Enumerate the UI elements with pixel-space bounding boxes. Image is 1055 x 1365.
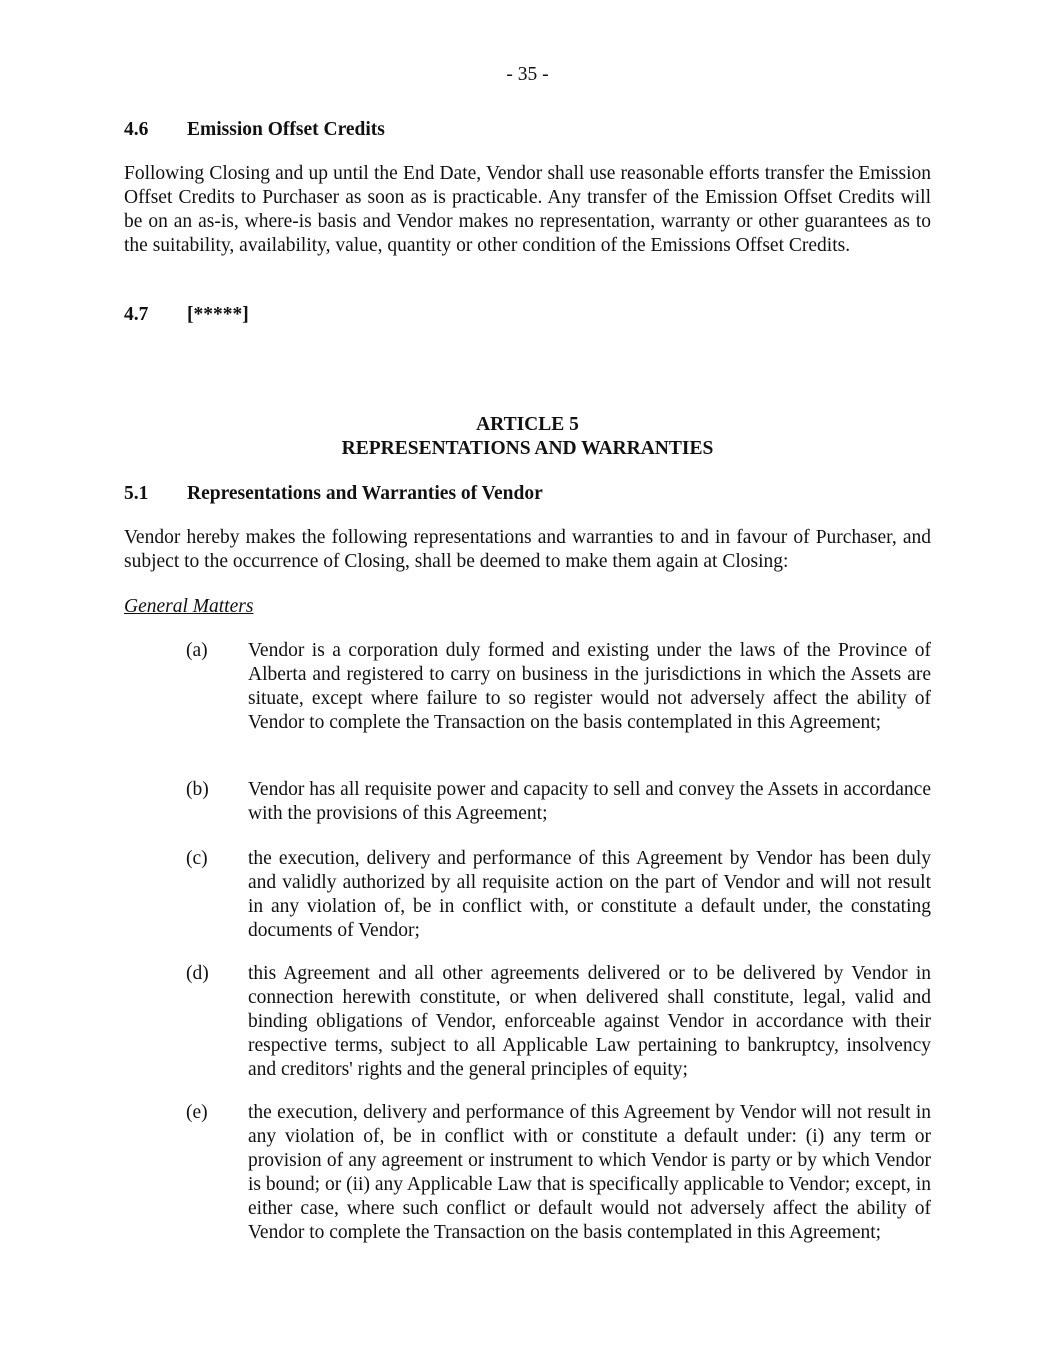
section-heading-5-1 xyxy=(124,482,543,506)
section-title: Emission Offset Credits xyxy=(187,119,385,140)
subheading-general-matters: General Matters xyxy=(124,596,254,617)
list-item xyxy=(186,1101,931,1245)
section-number: 5.1 xyxy=(124,483,149,504)
article-title: REPRESENTATIONS AND WARRANTIES xyxy=(341,438,714,459)
item-text: Vendor has all requisite power and capacity to sell and convey the Assets in accordance with the provisions of this Agreement; xyxy=(248,779,931,824)
page-number: - 35 - xyxy=(506,64,549,85)
item-text: the execution, delivery and performance of this Agreement by Vendor will not result in any violation of, be in conflict with or constitute a default under: (i) any term or provision of any agreement or instrument to which Vendor is party or by which Vendor is bound; or (ii) any Applicable Law that is specifically applicable to Vendor; except, in either case, where such conflict or default would not adversely affect the ability of Vendor to complete the Transaction on the basis contemplated in this Agreement; xyxy=(248,1102,931,1243)
list-item xyxy=(186,847,931,943)
section-title: [*****] xyxy=(187,304,249,325)
list-item xyxy=(186,778,931,826)
item-text: this Agreement and all other agreements delivered or to be delivered by Vendor in connection herewith constitute, or when delivered shall constitute, legal, valid and binding obligations of Vendor, enforceable against Vendor in accordance with their respective terms, subject to all Applicable Law pertaining to bankruptcy, insolvency and creditors' rights and the general principles of equity; xyxy=(248,963,931,1080)
list-item xyxy=(186,962,931,1082)
section-number: 4.6 xyxy=(124,119,149,140)
section-number: 4.7 xyxy=(124,304,149,325)
article-number: ARTICLE 5 xyxy=(476,414,579,435)
item-text: Vendor is a corporation duly formed and existing under the laws of the Province of Alberta and registered to carry on business in the jurisdictions in which the Assets are situate, except where failure to so register would not adversely affect the ability of Vendor to complete the Transaction on the basis contemplated in this Agreement; xyxy=(248,640,931,733)
section-title: Representations and Warranties of Vendor xyxy=(187,483,543,504)
item-label: (c) xyxy=(186,848,208,869)
item-label: (a) xyxy=(186,640,208,661)
section-4-6-body: Following Closing and up until the End Date, Vendor shall use reasonable efforts transfer the Emission Offset Credits to Purchaser as soon as is practicable. Any transfer of the Emission Offset Credits will be on an as-is, where-is basis and Vendor makes no representation, warranty or other guarantees as to the suitability, availability, value, quantity or other condition of the Emissions Offset Credits. xyxy=(124,163,931,256)
section-5-1-intro: Vendor hereby makes the following representations and warranties to and in favour of Purchaser, and subject to the occurrence of Closing, shall be deemed to make them again at Closing: xyxy=(124,527,931,572)
list-item xyxy=(186,639,931,735)
item-label: (d) xyxy=(186,963,209,984)
item-label: (e) xyxy=(186,1102,208,1123)
section-heading-4-6 xyxy=(124,118,385,142)
item-label: (b) xyxy=(186,779,209,800)
section-heading-4-7 xyxy=(124,303,249,327)
item-text: the execution, delivery and performance of this Agreement by Vendor has been duly and validly authorized by all requisite action on the part of Vendor and will not result in any violation of, be in conflict with, or constitute a default under, the constating documents of Vendor; xyxy=(248,848,931,941)
